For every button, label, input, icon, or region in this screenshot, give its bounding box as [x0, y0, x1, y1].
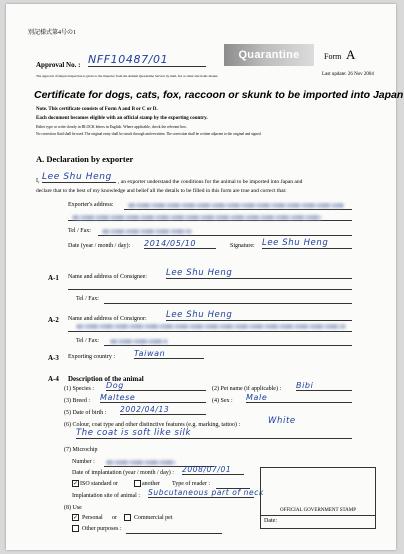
redacted-telfax — [102, 229, 192, 234]
species-value: Dog — [106, 381, 206, 391]
approval-note: The approval of import inspection is given to the importer from the Animal Quarantine Service by mail, fax or other electronic means. — [36, 74, 219, 78]
microchip-label: (7) Microchip — [64, 447, 98, 453]
last-update: Last update: 26 Nov 2004 — [322, 72, 374, 77]
redacted-consignor-telfax — [110, 339, 168, 344]
use-or-label: or — [112, 515, 117, 521]
note-eligible: Each document becomes eligible with an official stamp by the exporting country. — [36, 116, 208, 121]
official-stamp-label: OFFICIAL GOVERNMENT STAMP — [261, 508, 375, 516]
a3-label: Exporting country : — [68, 354, 115, 360]
reader-label: Type of reader : — [172, 481, 211, 487]
official-stamp-box — [260, 467, 376, 529]
certificate-page — [6, 4, 404, 550]
redacted-address-1 — [128, 203, 344, 208]
intro-line-1: , an exporter understand the conditions for the animal to be imported into Japan and — [118, 179, 303, 185]
consignor-name: Lee Shu Heng — [166, 310, 352, 321]
implant-date-value: 2008/07/01 — [182, 465, 244, 475]
dob-value: 2002/04/13 — [120, 405, 206, 415]
section-a-heading: A. Declaration by exporter — [36, 154, 134, 164]
form-label: Form — [324, 52, 342, 61]
a1-number: A-1 — [48, 274, 59, 282]
colour-label: (6) Colour, coat type and other distinctive features (e.g. marking, tattoo) : — [64, 422, 241, 428]
sex-label: (4) Sex : — [212, 398, 233, 404]
colour-value-2: The coat is soft like silk — [76, 428, 352, 439]
approval-label: Approval No. : — [36, 61, 81, 69]
consignee-name: Lee Shu Heng — [166, 268, 352, 279]
breed-value: Maltese — [100, 393, 206, 403]
commercial-label: Commercial pet — [134, 515, 173, 521]
date-label: Date (year / month / day): — [68, 243, 131, 249]
breed-label: (3) Breed : — [64, 398, 90, 404]
form-code: 別記様式第4号の1 — [28, 30, 77, 36]
microchip-number-label: Number : — [72, 459, 95, 465]
note-block-letters: Either type or write clearly in BLOCK letters in English. Where applicable, check the relevant box. — [36, 125, 187, 129]
note-consists: Note. This certificate consists of Form A and B or C or D. — [36, 107, 158, 112]
petname-value: Bibi — [296, 381, 352, 391]
a2-label: Name and address of Consignor: — [68, 316, 147, 322]
iso-checkbox[interactable]: ✓ — [73, 480, 79, 487]
species-label: (1) Species : — [64, 386, 94, 392]
declaration-date: 2014/05/10 — [144, 239, 216, 249]
a1-telfax-label: Tel / Fax: — [76, 296, 99, 302]
iso-label: ISO standard or — [80, 481, 118, 487]
exporting-country: Taiwan — [134, 349, 204, 359]
petname-label: (2) Pet name (if applicable) : — [212, 386, 282, 392]
intro-line-2: declare that to the best of my knowledge and belief all the details to be filled in this form are true and correct that: — [36, 188, 287, 194]
sex-value: Male — [246, 393, 352, 403]
certificate-title: Certificate for dogs, cats, fox, raccoon or skunk to be imported into Japan — [34, 89, 404, 101]
intro-mark: I, — [36, 178, 40, 184]
a4-heading: Description of the animal — [68, 375, 144, 383]
a3-number: A-3 — [48, 354, 59, 362]
exporter-address-label: Exporter's address: — [68, 202, 114, 208]
implant-date-label: Date of implantation (year / month / day) : — [72, 470, 174, 476]
implant-site-value: Subcutaneous part of neck — [148, 488, 264, 497]
quarantine-logo: Quarantine — [224, 44, 314, 66]
colour-value-1: White — [268, 416, 296, 426]
redacted-consignor-address — [76, 324, 346, 329]
stamp-date-label: Date: — [264, 518, 277, 524]
use-label: (8) Use — [64, 505, 82, 511]
implant-site-label: Implantation site of animal : — [72, 493, 140, 499]
redacted-address-2 — [72, 215, 322, 220]
other-purpose-checkbox[interactable] — [72, 525, 79, 532]
another-checkbox[interactable] — [134, 480, 141, 487]
personal-label: Personal — [82, 515, 103, 521]
personal-checkbox[interactable]: ✓ — [73, 514, 79, 521]
exporter-telfax-label: Tel / Fax: — [68, 228, 91, 234]
signature-label: Signature: — [230, 243, 255, 249]
note-correction: No correction fluid shall be used. The original entry shall be struck through and rewritten. The correction shall be written adjacent to the original and signed. — [36, 132, 262, 136]
a2-number: A-2 — [48, 316, 59, 324]
a1-label: Name and address of Consignee: — [68, 274, 147, 280]
exporter-name: Lee Shu Heng — [42, 172, 116, 183]
approval-number: NFF10487/01 — [88, 54, 206, 67]
dob-label: (5) Date of birth : — [64, 410, 107, 416]
a2-telfax-label: Tel / Fax: — [76, 338, 99, 344]
commercial-checkbox[interactable] — [124, 514, 131, 521]
form-letter: A — [346, 47, 356, 62]
a4-number: A-4 — [48, 375, 59, 383]
signature-value: Lee Shu Heng — [262, 238, 352, 249]
other-purpose-label: Other purposes : — [82, 526, 122, 532]
redacted-microchip-number — [106, 460, 176, 465]
another-label: another — [142, 481, 160, 487]
